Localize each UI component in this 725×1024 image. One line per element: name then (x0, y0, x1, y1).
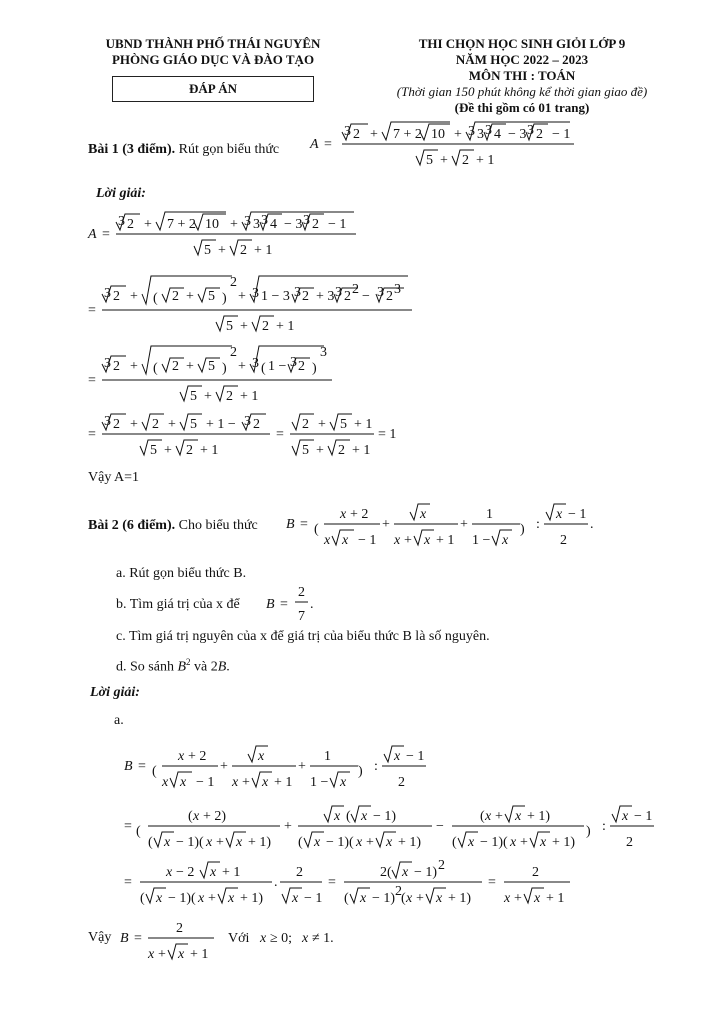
svg-text:+: + (204, 389, 212, 404)
svg-text:x: x (502, 533, 509, 548)
svg-text:2: 2 (186, 443, 193, 458)
office-name: PHÒNG GIÁO DỤC VÀ ĐÀO TẠO (111, 52, 315, 67)
svg-text:(: ( (152, 764, 157, 779)
svg-text:+ 1: + 1 (222, 865, 241, 880)
svg-text:x: x (340, 775, 347, 790)
svg-text:+: + (238, 289, 246, 304)
svg-text:+ 1 −: + 1 − (206, 417, 236, 432)
svg-text:− 1)(: − 1)( (326, 835, 354, 850)
svg-text:x: x (342, 533, 349, 548)
svg-text:2: 2 (532, 865, 539, 880)
svg-text:x: x (420, 507, 427, 522)
svg-text:x: x (193, 809, 200, 824)
bai2-step2 (122, 800, 662, 856)
bai2-prompt: Cho biểu thức (178, 518, 258, 533)
svg-text:(: ( (153, 361, 158, 376)
svg-text:+ 1: + 1 (190, 947, 209, 962)
svg-text:A: A (88, 227, 97, 242)
svg-text:x: x (314, 835, 321, 850)
svg-text:+ 1): + 1) (248, 835, 272, 850)
svg-text:10: 10 (431, 127, 445, 142)
svg-text:− 1)(: − 1)( (168, 891, 196, 906)
svg-text:2: 2 (312, 217, 319, 232)
svg-text:3: 3 (394, 282, 401, 297)
svg-text:B: B (266, 597, 275, 612)
svg-text:+: + (164, 443, 172, 458)
svg-text:x: x (386, 835, 393, 850)
svg-text:(: ( (188, 809, 193, 824)
svg-text:+: + (440, 153, 448, 168)
svg-text:x: x (534, 891, 541, 906)
svg-text:(: ( (452, 835, 457, 850)
svg-text:+ 1: + 1 (254, 243, 273, 258)
svg-text:+ 1: + 1 (200, 443, 219, 458)
svg-text:=: = (88, 427, 96, 442)
svg-text:x: x (232, 775, 239, 790)
svg-text:2: 2 (352, 282, 359, 297)
svg-text:2: 2 (536, 127, 543, 142)
svg-text:=: = (138, 759, 146, 774)
svg-text:x: x (166, 865, 173, 880)
svg-text:3: 3 (104, 356, 111, 371)
svg-text:≥ 0;: ≥ 0; (270, 931, 293, 946)
svg-text:.: . (274, 875, 278, 890)
svg-text:3: 3 (104, 286, 111, 301)
svg-text:x: x (424, 533, 431, 548)
svg-text:+: + (495, 809, 503, 824)
bai2-step1 (122, 740, 442, 796)
svg-text:(: ( (401, 891, 406, 906)
svg-text:x: x (198, 891, 205, 906)
svg-text:− 1): − 1) (372, 891, 396, 906)
svg-text:2: 2 (398, 775, 405, 790)
svg-text:+: + (130, 289, 138, 304)
svg-text:2: 2 (462, 153, 469, 168)
svg-text:+: + (130, 417, 138, 432)
svg-text:5: 5 (426, 153, 433, 168)
svg-text::: : (536, 517, 540, 532)
svg-text:=: = (88, 303, 96, 318)
svg-text:≠ 1.: ≠ 1. (312, 931, 334, 946)
svg-text:2: 2 (127, 217, 134, 232)
svg-text:+ 1: + 1 (354, 417, 373, 432)
exam-title: THI CHỌN HỌC SINH GIỎI LỚP 9 (418, 36, 626, 51)
svg-text:x: x (258, 749, 265, 764)
svg-text:x: x (361, 809, 368, 824)
bai2-title: Bài 2 (6 điểm). (88, 518, 176, 533)
svg-text::: : (602, 819, 606, 834)
bai1-step2 (86, 270, 426, 336)
svg-text:=: = (280, 597, 288, 612)
svg-text:3: 3 (377, 285, 384, 300)
svg-text:2: 2 (302, 417, 309, 432)
svg-text:x: x (324, 533, 331, 548)
svg-text:B: B (286, 517, 295, 532)
svg-text:2: 2 (240, 243, 247, 258)
svg-text:+ 1: + 1 (276, 319, 295, 334)
svg-text:2: 2 (626, 835, 633, 850)
svg-text:− 1: − 1 (358, 533, 377, 548)
subject: MÔN THI : TOÁN (468, 68, 576, 83)
bai1-expression (308, 118, 598, 174)
svg-text:2: 2 (253, 417, 260, 432)
svg-text:2: 2 (230, 275, 237, 290)
svg-text:+: + (454, 127, 462, 142)
bai1-solution-label: Lời giải: (96, 186, 146, 201)
svg-text:+: + (158, 947, 166, 962)
svg-text:+ 1): + 1) (240, 891, 264, 906)
svg-text:x: x (504, 891, 511, 906)
svg-text:x: x (394, 533, 401, 548)
svg-text:+: + (318, 417, 326, 432)
svg-text:x: x (556, 507, 563, 522)
svg-text:+: + (130, 359, 138, 374)
svg-text:3: 3 (261, 213, 268, 228)
svg-text:): ) (358, 764, 363, 779)
svg-text:x: x (622, 809, 629, 824)
svg-text:(: ( (298, 835, 303, 850)
svg-text:1 −: 1 − (310, 775, 329, 790)
svg-text:2: 2 (230, 345, 237, 360)
svg-text:7 + 2: 7 + 2 (167, 217, 196, 232)
svg-text:2(: 2( (380, 865, 392, 880)
svg-text:+ 1): + 1) (552, 835, 576, 850)
svg-text:5: 5 (340, 417, 347, 432)
svg-text:3: 3 (244, 214, 251, 229)
svg-text:): ) (520, 522, 525, 537)
svg-text:=: = (102, 227, 110, 242)
svg-text:x: x (406, 891, 413, 906)
svg-text:+ 1: + 1 (546, 891, 565, 906)
bai2-expression (284, 498, 604, 554)
svg-text:3: 3 (468, 124, 475, 139)
svg-text:+: + (298, 759, 306, 774)
bai2-conclusion-prefix: Vậy (88, 930, 112, 945)
svg-text:5: 5 (226, 319, 233, 334)
svg-text:− 1: − 1 (568, 507, 587, 522)
svg-text:+: + (366, 835, 374, 850)
svg-text:x: x (340, 507, 347, 522)
svg-text:3: 3 (344, 124, 351, 139)
bai2-conclusion-formula (118, 912, 348, 964)
svg-text:2: 2 (395, 884, 402, 899)
svg-text:x: x (334, 809, 341, 824)
svg-text:x: x (164, 835, 171, 850)
svg-text:x: x (360, 891, 367, 906)
bai2-conclusion-condition-label: Với (228, 931, 250, 946)
svg-text:3: 3 (527, 123, 534, 138)
svg-text:− 1: − 1 (406, 749, 425, 764)
svg-text:+: + (370, 127, 378, 142)
svg-text:2: 2 (172, 359, 179, 374)
svg-text:5: 5 (190, 417, 197, 432)
svg-text:+: + (284, 819, 292, 834)
svg-text:5: 5 (150, 443, 157, 458)
svg-text:+ 1: + 1 (274, 775, 293, 790)
svg-text:+ 1): + 1) (398, 835, 422, 850)
svg-text:4: 4 (494, 127, 501, 142)
svg-text:4: 4 (270, 217, 277, 232)
svg-text:x: x (485, 809, 492, 824)
svg-text:): ) (222, 291, 227, 306)
header-right (372, 36, 672, 116)
svg-text:+: + (520, 835, 528, 850)
svg-text:+: + (186, 359, 194, 374)
svg-text:+: + (144, 217, 152, 232)
svg-text:): ) (222, 361, 227, 376)
bai2-item-d: d. So sánh $B^2$ và 2B. (116, 657, 230, 675)
svg-text:2: 2 (298, 585, 305, 600)
svg-text:3: 3 (320, 345, 327, 360)
svg-text:5: 5 (208, 359, 215, 374)
svg-text:5: 5 (190, 389, 197, 404)
svg-text:x: x (156, 891, 163, 906)
svg-text:2: 2 (344, 289, 351, 304)
svg-text:1 −: 1 − (472, 533, 491, 548)
svg-text:3: 3 (303, 213, 310, 228)
school-year: NĂM HỌC 2022 – 2023 (455, 52, 589, 67)
svg-text:− 1: − 1 (328, 217, 347, 232)
svg-text:(: ( (480, 809, 485, 824)
svg-text:2: 2 (302, 289, 309, 304)
svg-text:x: x (515, 809, 522, 824)
svg-text:3: 3 (294, 285, 301, 300)
page-note: (Đề thi gồm có 01 trang) (454, 100, 590, 115)
svg-text:2: 2 (113, 417, 120, 432)
svg-text:2: 2 (560, 533, 567, 548)
svg-text:x: x (394, 749, 401, 764)
svg-text:2: 2 (296, 865, 303, 880)
bai1-step4 (86, 408, 406, 464)
svg-text:x: x (510, 835, 517, 850)
svg-text:3: 3 (290, 355, 297, 370)
svg-text::: : (374, 759, 378, 774)
svg-text:2: 2 (113, 289, 120, 304)
svg-text:+: + (220, 759, 228, 774)
svg-text:− 2: − 2 (176, 865, 195, 880)
answer-box: ĐÁP ÁN (112, 76, 314, 102)
svg-text:+ 2: + 2 (188, 749, 207, 764)
svg-text:− 1: − 1 (552, 127, 571, 142)
svg-text:3: 3 (118, 214, 125, 229)
svg-text:=: = (276, 427, 284, 442)
svg-text:2: 2 (226, 389, 233, 404)
svg-text:x: x (148, 947, 155, 962)
department-name: UBND THÀNH PHỐ THÁI NGUYÊN (105, 36, 321, 51)
svg-text:7: 7 (298, 609, 305, 624)
svg-text:10: 10 (205, 217, 219, 232)
svg-text:5: 5 (208, 289, 215, 304)
svg-text:− 3: − 3 (508, 127, 527, 142)
svg-text:1 −: 1 − (268, 359, 287, 374)
svg-text:2: 2 (338, 443, 345, 458)
svg-text:(: ( (136, 824, 141, 839)
svg-text:+: + (242, 775, 250, 790)
bai2-part-a-label: a. (114, 713, 124, 728)
svg-text:): ) (312, 361, 317, 376)
svg-text:2: 2 (113, 359, 120, 374)
bai1-step1 (86, 208, 426, 264)
svg-text:B: B (124, 759, 133, 774)
svg-text:5: 5 (204, 243, 211, 258)
svg-text:1: 1 (324, 749, 331, 764)
svg-text:+ 3: + 3 (316, 289, 335, 304)
bai2-solution-label: Lời giải: (90, 685, 140, 700)
bai2-step3 (122, 856, 592, 912)
svg-text:x: x (180, 775, 187, 790)
svg-text:+: + (382, 517, 390, 532)
svg-text:− 1)(: − 1)( (480, 835, 508, 850)
svg-text:(: ( (261, 361, 266, 376)
svg-text:(: ( (344, 891, 349, 906)
svg-text:=: = (124, 819, 132, 834)
svg-text:=: = (300, 517, 308, 532)
svg-text:+: + (416, 891, 424, 906)
svg-text:B: B (120, 931, 129, 946)
svg-text:+: + (168, 417, 176, 432)
svg-text:x: x (260, 931, 267, 946)
svg-text:3: 3 (244, 414, 251, 429)
svg-text:x: x (436, 891, 443, 906)
svg-text:=: = (88, 373, 96, 388)
svg-text:1 − 3: 1 − 3 (261, 289, 290, 304)
svg-text:x: x (210, 865, 217, 880)
svg-text:+: + (218, 243, 226, 258)
svg-text:+ 1): + 1) (527, 809, 551, 824)
bai2-item-b-formula (264, 580, 328, 628)
svg-text:(: ( (153, 291, 158, 306)
bai1-prompt: Rút gọn biểu thức (178, 142, 280, 157)
svg-text:x: x (540, 835, 547, 850)
svg-text:1: 1 (486, 507, 493, 522)
svg-text:− 1: − 1 (196, 775, 215, 790)
svg-text:=: = (488, 875, 496, 890)
svg-text:− 1: − 1 (304, 891, 323, 906)
svg-text:3: 3 (253, 217, 260, 232)
bai2-item-c: c. Tìm giá trị nguyên của x để giá trị của biểu thức B là số nguyên. (116, 629, 490, 644)
svg-text:x: x (356, 835, 363, 850)
svg-text:− 1)(: − 1)( (176, 835, 204, 850)
svg-text:3: 3 (252, 286, 259, 301)
svg-text:2: 2 (298, 359, 305, 374)
svg-text:+: + (230, 217, 238, 232)
svg-text:(: ( (148, 835, 153, 850)
svg-text:+: + (240, 319, 248, 334)
svg-text:+: + (404, 533, 412, 548)
svg-text:+ 1: + 1 (352, 443, 371, 458)
bai1-statement (88, 141, 279, 159)
bai1-title: Bài 1 (3 điểm). (88, 142, 176, 157)
svg-text:7 + 2: 7 + 2 (393, 127, 422, 142)
svg-text:+ 2): + 2) (203, 809, 227, 824)
svg-text:=: = (324, 137, 332, 152)
svg-text:+: + (460, 517, 468, 532)
bai1-step3 (86, 340, 346, 406)
svg-text:2: 2 (438, 858, 445, 873)
svg-text:2: 2 (172, 289, 179, 304)
bai2-item-b: b. Tìm giá trị của x để (116, 597, 240, 612)
svg-text:x: x (178, 749, 185, 764)
svg-text:− 1): − 1) (414, 865, 438, 880)
svg-text:+ 1: + 1 (476, 153, 495, 168)
svg-text:2: 2 (353, 127, 360, 142)
bai2-statement (88, 517, 258, 535)
svg-text:(: ( (140, 891, 145, 906)
svg-text:x: x (292, 891, 299, 906)
time-note: (Thời gian 150 phút không kể thời gian giao đề) (396, 84, 648, 99)
svg-text:3: 3 (485, 123, 492, 138)
svg-text:2: 2 (262, 319, 269, 334)
svg-text:(: ( (346, 809, 351, 824)
svg-text:3: 3 (104, 414, 111, 429)
svg-text:−: − (436, 819, 444, 834)
svg-text:=: = (124, 875, 132, 890)
svg-text:+ 1): + 1) (448, 891, 472, 906)
svg-text:+ 2: + 2 (350, 507, 369, 522)
svg-text:): ) (586, 824, 591, 839)
svg-text:3: 3 (335, 285, 342, 300)
bai2-item-a: a. Rút gọn biểu thức B. (116, 566, 247, 581)
svg-text:+: + (216, 835, 224, 850)
svg-text:+: + (238, 359, 246, 374)
svg-text:x: x (236, 835, 243, 850)
svg-text:+: + (514, 891, 522, 906)
svg-text:2: 2 (386, 289, 393, 304)
svg-text:(: ( (314, 522, 319, 537)
svg-text:x: x (262, 775, 269, 790)
svg-text:5: 5 (302, 443, 309, 458)
svg-text:x: x (206, 835, 213, 850)
svg-text:2: 2 (152, 417, 159, 432)
svg-text:x: x (302, 931, 309, 946)
svg-text:+: + (208, 891, 216, 906)
svg-text:=: = (134, 931, 142, 946)
bai1-conclusion: Vậy A=1 (88, 470, 140, 485)
svg-text:.: . (310, 597, 314, 612)
svg-text:− 1: − 1 (634, 809, 653, 824)
svg-text:= 1: = 1 (378, 427, 397, 442)
svg-text:+: + (186, 289, 194, 304)
svg-text:− 3: − 3 (284, 217, 303, 232)
svg-text:3: 3 (252, 356, 259, 371)
svg-text:+ 1: + 1 (240, 389, 259, 404)
svg-text:x: x (228, 891, 235, 906)
header-left (88, 36, 338, 68)
svg-text:.: . (590, 517, 594, 532)
svg-text:− 1): − 1) (373, 809, 397, 824)
svg-text:x: x (162, 775, 169, 790)
svg-text:−: − (362, 289, 370, 304)
svg-text:+: + (316, 443, 324, 458)
svg-text:x: x (178, 947, 185, 962)
svg-text:3: 3 (477, 127, 484, 142)
svg-text:x: x (468, 835, 475, 850)
svg-text:2: 2 (176, 921, 183, 936)
svg-text:A: A (310, 137, 319, 152)
svg-text:+ 1: + 1 (436, 533, 455, 548)
svg-text:x: x (402, 865, 409, 880)
svg-text:=: = (328, 875, 336, 890)
